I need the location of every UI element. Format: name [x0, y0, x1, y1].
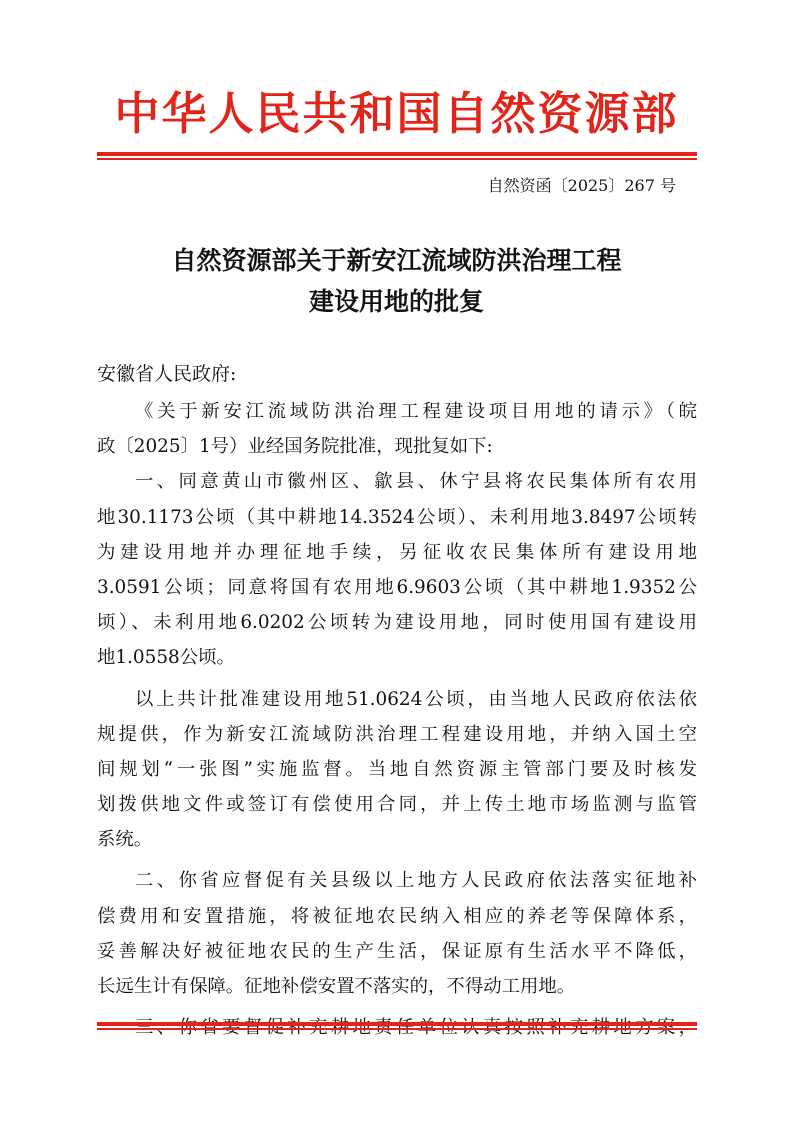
body-line: 间规划“一张图”实施监督。当地自然资源主管部门要及时核发 [97, 758, 697, 780]
footer-red-rule-thin [97, 1028, 697, 1030]
body-line: 《关于新安江流域防洪治理工程建设项目用地的请示》（皖 [135, 401, 697, 422]
issuer-masthead: 中华人民共和国自然资源部 [114, 87, 679, 140]
salutation: 安徽省人民政府: [97, 363, 237, 385]
header-red-rule-thick [97, 152, 697, 156]
body-line: 规提供，作为新安江流域防洪治理工程建设用地，并纳入国土空 [97, 723, 697, 745]
body-line: 系统。 [97, 829, 153, 851]
document-title-line-1: 自然资源部关于新安江流域防洪治理工程 [171, 246, 622, 275]
body-line: 一、同意黄山市徽州区、歙县、休宁县将农民集体所有农用 [135, 471, 697, 493]
document-body [97, 394, 697, 1045]
body-line: 二、你省应督促有关县级以上地方人民政府依法落实征地补 [135, 870, 697, 892]
body-line: 偿费用和安置措施，将被征地农民纳入相应的养老等保障体系， [97, 905, 697, 927]
body-line: 妥善解决好被征地农民的生产生活，保证原有生活水平不降低， [97, 940, 697, 962]
body-line: 3.0591公顷；同意将国有农用地6.9603公顷（其中耕地1.9352公 [97, 576, 697, 598]
body-line: 长远生计有保障。征地补偿安置不落实的，不得动工用地。 [97, 976, 576, 997]
body-line: 为建设用地并办理征地手续，另征收农民集体所有建设用地 [97, 541, 697, 563]
body-line: 以上共计批准建设用地51.0624公顷，由当地人民政府依法依 [135, 688, 697, 710]
body-line: 地30.1173公顷（其中耕地14.3524公顷）、未利用地3.8497公顷转 [97, 506, 697, 528]
document-title-line-2: 建设用地的批复 [308, 287, 484, 316]
body-line: 政〔2025〕1号）业经国务院批准，现批复如下: [97, 436, 493, 458]
body-line: 地1.0558公顷。 [97, 647, 235, 669]
footer-red-rule-thick [97, 1022, 697, 1026]
document-number: 自然资函〔2025〕267 号 [487, 176, 676, 195]
body-line: 顷）、未利用地6.0202公顷转为建设用地，同时使用国有建设用 [97, 612, 697, 634]
body-line: 划拨供地文件或签订有偿使用合同，并上传土地市场监测与监管 [97, 794, 697, 816]
header-red-rule-thin [97, 158, 697, 160]
